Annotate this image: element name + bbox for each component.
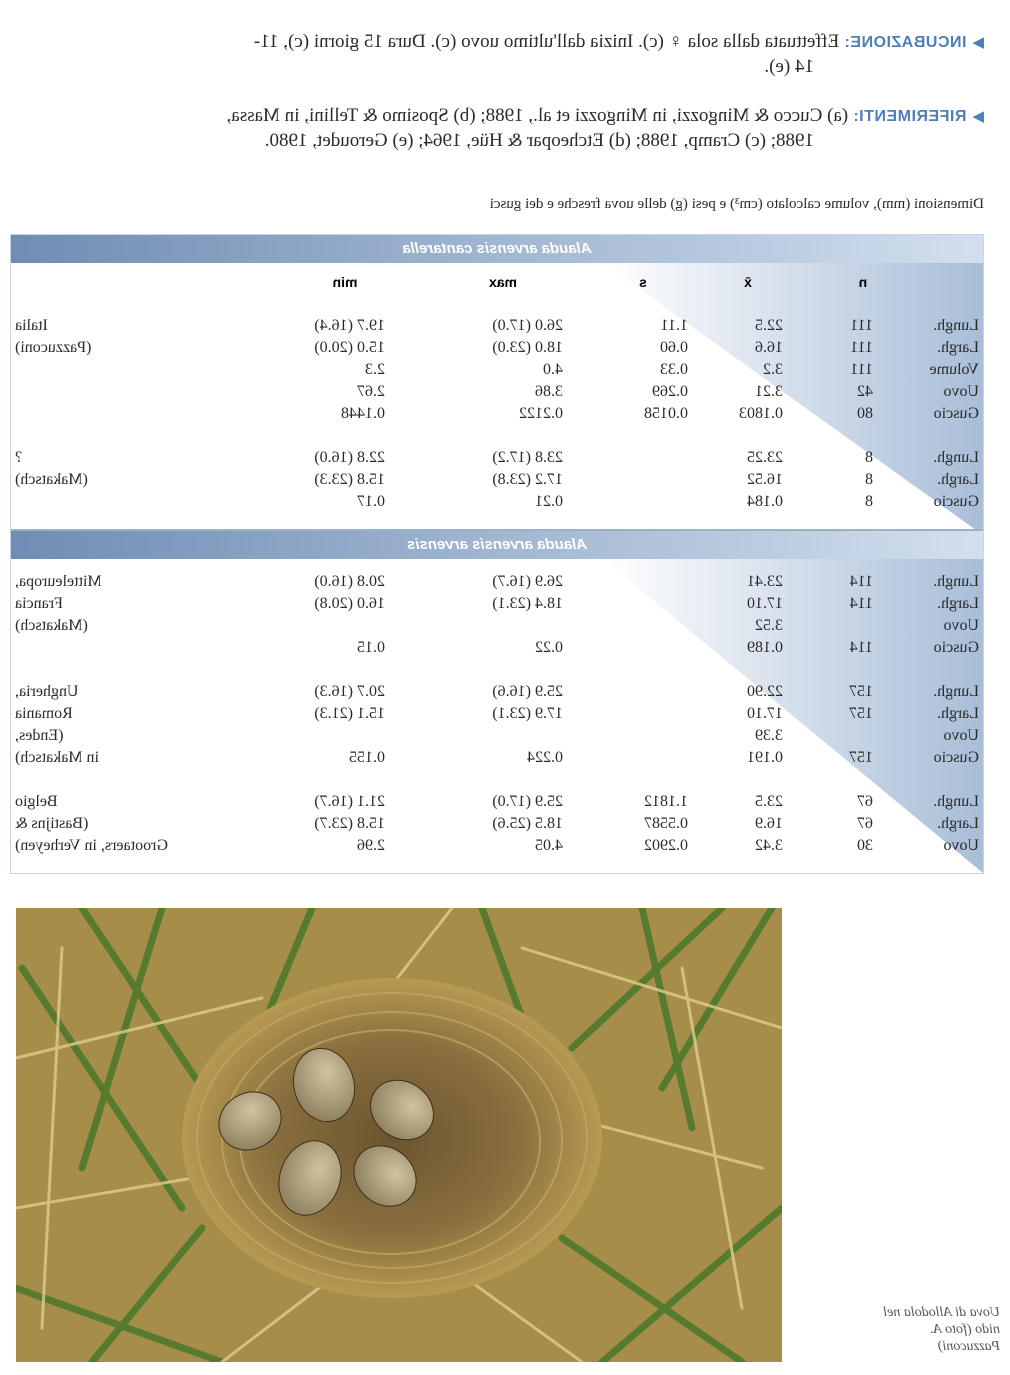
header-s: s [639, 274, 647, 290]
table-row [11, 337, 983, 359]
table-row [11, 491, 983, 513]
cell-label: Largh. [937, 815, 979, 832]
egg-dimensions-table [10, 234, 984, 874]
cell-mean: 16.52 [747, 471, 783, 488]
table-row [11, 469, 983, 491]
cell-n: 157 [849, 705, 873, 722]
arrow-icon: ▶ [972, 109, 984, 125]
cell-src: Grootaers, in Verheyen) [15, 837, 168, 854]
cell-mean: 22.90 [747, 683, 783, 700]
cell-n: 80 [857, 405, 873, 422]
cell-src: Belgio [15, 793, 58, 810]
cell-label: Largh. [937, 339, 979, 356]
cell-min: 0.15 [357, 639, 385, 656]
cell-max: 0.2122 [519, 405, 563, 422]
header-min: min [332, 274, 358, 290]
riferimenti-label: RIFERIMENTI: [852, 108, 967, 125]
table-row [11, 703, 983, 725]
cell-n: 8 [865, 493, 873, 510]
cell-label: Lungh. [933, 449, 979, 466]
cell-min: 20.7 (16.3) [314, 683, 385, 700]
incubazione-line1: Effettuata dalla sola ♀ (c). Inizia dall'ultimo uovo (c). Dura 15 giorni (c), 11- [253, 31, 840, 52]
cell-src: Italia [15, 317, 48, 334]
cell-src: Ungheria, [15, 683, 79, 700]
section-title-arvensis: Alauda arvensis arvensis [11, 531, 983, 559]
header-max: max [488, 274, 518, 290]
cell-n: 157 [849, 683, 873, 700]
cell-mean: 23.5 [755, 793, 783, 810]
cell-src: (Bastijns & [15, 815, 89, 832]
riferimenti-line1: (a) Cucco & Mingozzi, in Mingozzi et al., 1988; (b) Sposimo & Tellini, in Massa, [226, 105, 849, 126]
table-row [11, 637, 983, 659]
incubazione-label: INCUBAZIONE: [844, 34, 967, 51]
table-row [11, 835, 983, 857]
cell-src: Romania [15, 705, 73, 722]
cell-min: 22.8 (16.0) [314, 449, 385, 466]
cell-s: 1.1812 [644, 793, 688, 810]
table-row [11, 571, 983, 593]
header-mean: x̄ [744, 274, 752, 290]
cell-s: 0.269 [652, 383, 688, 400]
cell-min: 20.8 (16.0) [314, 573, 385, 590]
cell-min: 0.1448 [341, 405, 385, 422]
cell-label: Uovo [943, 383, 979, 400]
cell-label: Guscio [933, 405, 979, 422]
cell-label: Lungh. [933, 317, 979, 334]
cell-label: Uovo [943, 617, 979, 634]
cell-s: 1.11 [660, 317, 688, 334]
cell-mean: 3.2 [763, 361, 783, 378]
cell-label: Guscio [933, 493, 979, 510]
cell-min: 2.3 [365, 361, 385, 378]
table-caption: Dimensioni (mm), volume calcolato (cm³) e pesi (g) delle uova fresche e dei gusci [489, 196, 984, 212]
cell-max: 23.8 (17.2) [492, 449, 563, 466]
table-row [11, 381, 983, 403]
incubazione-line2: 14 (e). [764, 56, 814, 77]
header-n: n [858, 274, 868, 290]
cell-min: 19.7 (16.4) [314, 317, 385, 334]
cell-max: 26.9 (16.7) [492, 573, 563, 590]
cell-label: Largh. [937, 471, 979, 488]
cell-mean: 17.10 [747, 595, 783, 612]
cell-max: 18.0 (23.0) [492, 339, 563, 356]
cell-min: 16.0 (20.8) [314, 595, 385, 612]
cell-max: 0.224 [527, 749, 563, 766]
photo-caption-line2: nido (foto A. [929, 1322, 1000, 1337]
cell-max: 25.9 (17.0) [492, 793, 563, 810]
cell-min: 2.96 [357, 837, 385, 854]
cell-max: 4.05 [535, 837, 563, 854]
cell-label: Guscio [933, 639, 979, 656]
photo-caption-line1: Uova di Allodola nel [883, 1305, 1000, 1320]
cell-min: 15.0 (20.0) [314, 339, 385, 356]
cell-n: 111 [850, 361, 873, 378]
cell-src: (Makatsch) [15, 617, 88, 634]
cell-label: Lungh. [933, 793, 979, 810]
cell-n: 114 [849, 573, 873, 590]
cell-s: 0.0158 [644, 405, 688, 422]
cell-max: 26.0 (17.0) [492, 317, 563, 334]
cell-n: 111 [850, 339, 873, 356]
cell-mean: 0.1803 [739, 405, 783, 422]
cell-label: Largh. [937, 705, 979, 722]
cell-mean: 17.10 [747, 705, 783, 722]
cell-min: 2.67 [357, 383, 385, 400]
table-header-row [11, 271, 983, 293]
table-row [11, 615, 983, 637]
cell-max: 25.9 (16.6) [492, 683, 563, 700]
table-row [11, 593, 983, 615]
cell-mean: 3.39 [755, 727, 783, 744]
cell-mean: 0.184 [747, 493, 783, 510]
cell-label: Volume [929, 361, 979, 378]
cell-src: in Makatsch) [15, 749, 99, 766]
riferimenti-line2: 1988; (c) Cramp, 1988; (d) Etcheopar & Hüe, 1964; (e) Geroudet, 1980. [264, 130, 814, 151]
cell-n: 30 [857, 837, 873, 854]
table-row [11, 315, 983, 337]
cell-min: 0.155 [349, 749, 385, 766]
cell-src: (Endes, [15, 727, 64, 744]
cell-n: 8 [865, 449, 873, 466]
cell-max: 4.0 [543, 361, 563, 378]
cell-n: 67 [857, 793, 873, 810]
cell-mean: 16.9 [755, 815, 783, 832]
cell-label: Guscio [933, 749, 979, 766]
cell-n: 157 [849, 749, 873, 766]
cell-s: 0.60 [660, 339, 688, 356]
cell-src: Mitteleuropa, [15, 573, 102, 590]
cell-max: 3.86 [535, 383, 563, 400]
cell-max: 17.9 (23.1) [492, 705, 563, 722]
photo-caption [810, 1304, 1000, 1355]
cell-min: 0.17 [357, 493, 385, 510]
cell-mean: 3.52 [755, 617, 783, 634]
incubazione-paragraph [24, 30, 984, 79]
nest-photo [16, 908, 782, 1362]
table-row [11, 791, 983, 813]
cell-s: 0.5587 [644, 815, 688, 832]
cell-src: (Makatsch) [15, 471, 88, 488]
table-row [11, 747, 983, 769]
table-row [11, 403, 983, 425]
cell-max: 0.21 [535, 493, 563, 510]
cell-mean: 0.189 [747, 639, 783, 656]
cell-max: 18.4 (23.1) [492, 595, 563, 612]
cell-max: 18.5 (25.6) [492, 815, 563, 832]
nest-illustration [16, 908, 782, 1362]
riferimenti-paragraph [24, 104, 984, 153]
cell-n: 111 [850, 317, 873, 334]
cell-n: 42 [857, 383, 873, 400]
cell-src: Francia [15, 595, 63, 612]
cell-label: Uovo [943, 727, 979, 744]
cell-n: 8 [865, 471, 873, 488]
table-row [11, 725, 983, 747]
cell-n: 114 [849, 595, 873, 612]
cell-label: Lungh. [933, 683, 979, 700]
cell-mean: 16.6 [755, 339, 783, 356]
cell-mean: 0.191 [747, 749, 783, 766]
cell-n: 67 [857, 815, 873, 832]
arrow-icon: ▶ [972, 35, 984, 51]
table-row [11, 813, 983, 835]
cell-label: Largh. [937, 595, 979, 612]
cell-mean: 23.25 [747, 449, 783, 466]
cell-min: 15.1 (21.3) [314, 705, 385, 722]
table-row [11, 359, 983, 381]
cell-src: ? [15, 449, 23, 466]
cell-mean: 23.41 [747, 573, 783, 590]
table-row [11, 447, 983, 469]
cell-max: 17.2 (23.8) [492, 471, 563, 488]
cell-min: 15.8 (23.3) [314, 471, 385, 488]
cell-mean: 22.5 [755, 317, 783, 334]
cell-n: 114 [849, 639, 873, 656]
cell-min: 15.8 (23.7) [314, 815, 385, 832]
cell-s: 0.2902 [644, 837, 688, 854]
cell-mean: 3.42 [755, 837, 783, 854]
cell-label: Lungh. [933, 573, 979, 590]
table-row [11, 681, 983, 703]
cell-min: 21.1 (16.7) [314, 793, 385, 810]
photo-caption-line3: Pazzuconi) [937, 1339, 1000, 1354]
cell-label: Uovo [943, 837, 979, 854]
cell-src: (Pazzuconi) [15, 339, 92, 356]
cell-max: 0.22 [535, 639, 563, 656]
cell-mean: 3.21 [755, 383, 783, 400]
section-title-cantarella: Alauda arvensis cantarella [11, 235, 983, 263]
cell-s: 0.33 [660, 361, 688, 378]
